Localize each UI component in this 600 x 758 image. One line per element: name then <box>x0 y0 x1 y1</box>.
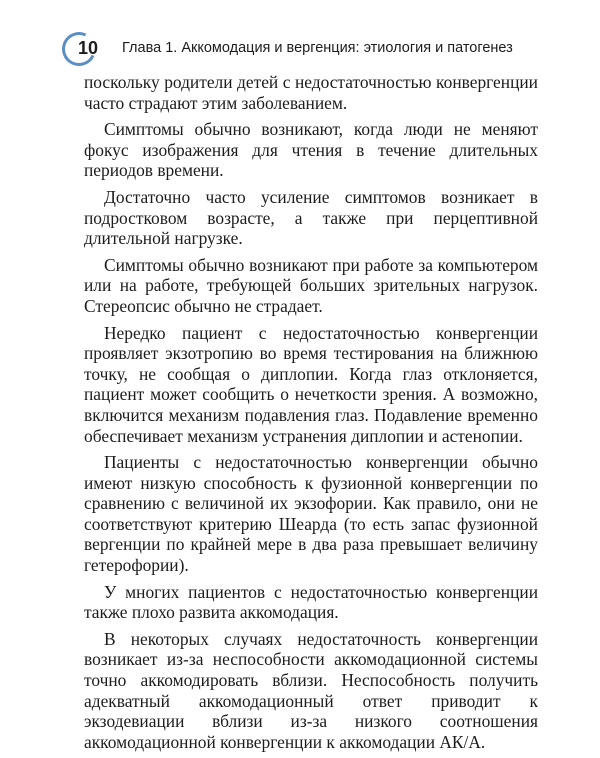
paragraph: Симптомы обычно возникают, когда люди не меняют фокус изображения для чтения в течение длительных периодов времени. <box>84 119 538 181</box>
page-header <box>62 32 582 66</box>
paragraph: Нередко пациент с недостаточностью конвергенции проявляет экзотропию во время тестирования на ближнюю точку, не сообщая о диплопии. Когда глаз отклоняется, пациент может сообщить о нечеткости зрения. А возможно, включится механизм подавления глаз. Подавление временно обеспечивает механизм устранения диплопии и астенопии. <box>84 322 538 446</box>
paragraph: поскольку родители детей с недостаточностью конвергенции часто страдают этим заболеванием. <box>84 72 538 113</box>
body-text <box>84 72 538 758</box>
paragraph: Пациенты с недостаточностью конвергенции обычно имеют низкую способность к фузионной конвергенции по сравнению с величиной их экзофории. Как правило, они не соответствуют критерию Шеарда (то есть запас фузионной вергенции по крайней мере в два раза превышает величину гетерофории). <box>84 452 538 576</box>
chapter-title: Глава 1. Аккомодация и вергенция: этиология и патогенез <box>122 40 513 56</box>
paragraph: Симптомы обычно возникают при работе за компьютером или на работе, требующей больших зрительных нагрузок. Стереопсис обычно не страдает. <box>84 254 538 316</box>
paragraph: В некоторых случаях недостаточность конвергенции возникает из-за неспособности аккомодационной системы точно аккомодировать вблизи. Неспособность получить адекватный аккомодационный ответ приводит к экзодевиации вблизи из-за низкого соотношения аккомодационной конвергенции к аккомодации АК/А. <box>84 628 538 752</box>
paragraph: У многих пациентов с недостаточностью конвергенции также плохо развита аккомодация. <box>84 581 538 623</box>
page-number: 10 <box>78 38 99 58</box>
paragraph: Достаточно часто усиление симптомов возникает в подростковом возрасте, а также при перцептивной длительной нагрузке. <box>84 186 538 249</box>
